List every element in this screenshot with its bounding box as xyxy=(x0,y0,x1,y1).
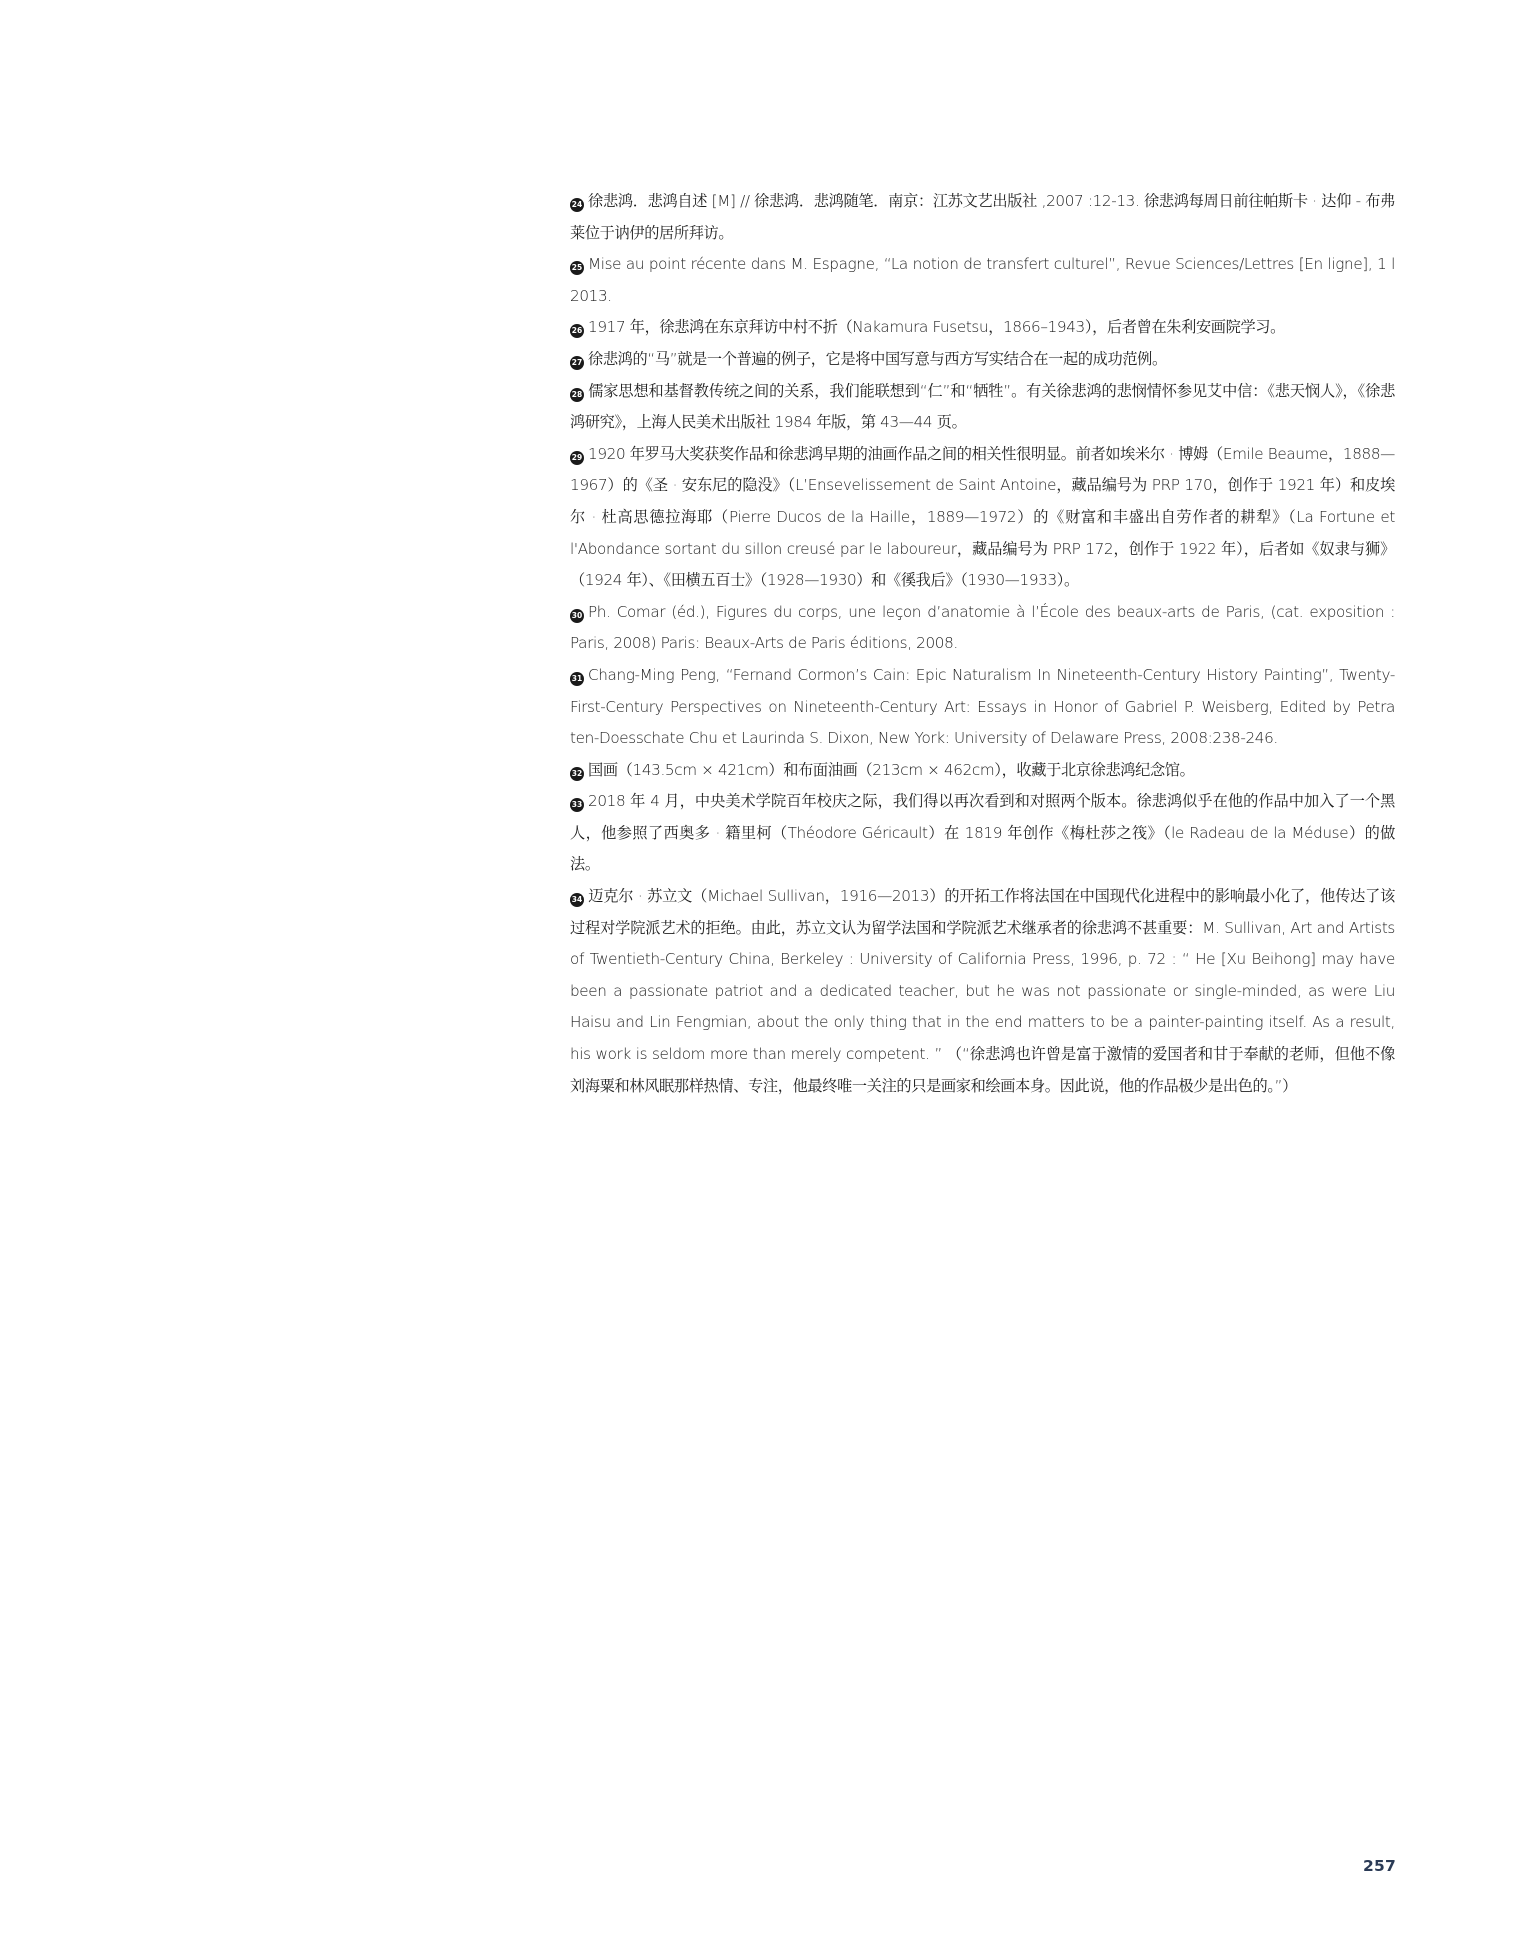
endnote-text: 1917 年，徐悲鸿在东京拜访中村不折（Nakamura Fusetsu，1866–1943），后者曾在朱利安画院学习。 xyxy=(588,318,1285,337)
note-number-badge: 26 xyxy=(570,324,584,338)
endnote xyxy=(570,755,1395,787)
endnote xyxy=(570,597,1395,660)
endnote-text: 儒家思想和基督教传统之间的关系，我们能联想到“仁”和“牺牲”。有关徐悲鸿的悲悯情怀参见艾中信：《悲天悯人》，《徐悲鸿研究》，上海人民美术出版社 1984 年版，第 43—44 页。 xyxy=(570,381,1395,432)
endnote-text: 2018 年 4 月，中央美术学院百年校庆之际，我们得以再次看到和对照两个版本。徐悲鸿似乎在他的作品中加入了一个黑人，他参照了西奥多 · 籍里柯（Théodore Géricault）在 1819 年创作《梅杜莎之筏》（le Radeau de la Méduse）的做法。 xyxy=(570,792,1395,874)
endnote xyxy=(570,376,1395,439)
note-number-badge: 25 xyxy=(570,261,584,275)
endnote xyxy=(570,439,1395,597)
note-number-badge: 29 xyxy=(570,451,584,465)
endnote xyxy=(570,786,1395,881)
endnote xyxy=(570,186,1395,249)
note-number-badge: 28 xyxy=(570,388,584,402)
endnote-text: 徐悲鸿．悲鸿自述 [M] // 徐悲鸿．悲鸿随笔．南京：江苏文艺出版社 ,2007 :12-13. 徐悲鸿每周日前往帕斯卡 · 达仰 - 布弗莱位于讷伊的居所拜访。 xyxy=(570,192,1395,242)
endnote xyxy=(570,249,1395,312)
note-number-badge: 33 xyxy=(570,798,584,812)
note-number-badge: 31 xyxy=(570,672,584,686)
endnote-text: 1920 年罗马大奖获奖作品和徐悲鸿早期的油画作品之间的相关性很明显。前者如埃米尔 · 博姆（Emile Beaume，1888—1967）的《圣 · 安东尼的隐没》（L’Ensevelissement de Saint Antoine，藏品编号为 PRP 170，创作于 1921 年）和皮埃尔 · 杜高思德拉海耶（Pierre Ducos de la Haille，1889—1972）的《财富和丰盛出自劳作者的耕犁》（La Fortune et l'Abondance sortant du sillon creusé par le laboureur，藏品编号为 PRP 172，创作于 1922 年），后者如《奴隶与狮》（1924 年）、《田横五百士》（1928—1930）和《徯我后》（1930—1933）。 xyxy=(570,444,1395,590)
endnote-text: 徐悲鸿的“马”就是一个普遍的例子，它是将中国写意与西方写实结合在一起的成功范例。 xyxy=(588,349,1167,368)
endnote-text: 国画（143.5cm × 421cm）和布面油画（213cm × 462cm），收藏于北京徐悲鸿纪念馆。 xyxy=(588,760,1195,779)
endnote-text: Ph. Comar (éd.), Figures du corps, une leçon d’anatomie à l’École des beaux-arts de Paris, (cat. exposition : Paris, 2008) Paris: Beaux-Arts de Paris éditions, 2008. xyxy=(570,602,1395,653)
note-number-badge: 32 xyxy=(570,767,584,781)
endnote xyxy=(570,344,1395,376)
endnote-text: 迈克尔 · 苏立文（Michael Sullivan，1916—2013）的开拓工作将法国在中国现代化进程中的影响最小化了，他传达了该过程对学院派艺术的拒绝。由此，苏立文认为留学法国和学院派艺术继承者的徐悲鸿不甚重要：M. Sullivan, Art and Artists of Twentieth-Century China, Berkeley : University of California Press, 1996, p. 72 : “ He [Xu Beihong] may have been a passionate patriot and a dedicated teacher, but he was not passionate or single-minded, as were Liu Haisu and Lin Fengmian, about the only thing that in the end matters to be a painter-painting itself. As a result, his work is seldom more than merely competent. ” （“徐悲鸿也许曾是富于激情的爱国者和甘于奉献的老师，但他不像刘海粟和林风眠那样热情、专注，他最终唯一关注的只是画家和绘画本身。因此说，他的作品极少是出色的。”） xyxy=(570,887,1395,1095)
endnote xyxy=(570,881,1395,1102)
endnote xyxy=(570,660,1395,755)
endnote xyxy=(570,312,1395,344)
endnote-text: Chang-Ming Peng, “Fernand Cormon’s Cain: Epic Naturalism In Nineteenth-Century History Painting”, Twenty-First-Century Perspectives on Nineteenth-Century Art: Essays in Honor of Gabriel P. Weisberg, Edited by Petra ten-Doesschate Chu et Laurinda S. Dixon, New York: University of Delaware Press, 2008:238-246. xyxy=(570,665,1395,748)
note-number-badge: 34 xyxy=(570,893,584,907)
note-number-badge: 27 xyxy=(570,356,584,370)
note-number-badge: 24 xyxy=(570,198,584,212)
endnote-text: Mise au point récente dans M. Espagne, “La notion de transfert culturel”, Revue Sciences/Lettres [En ligne], 1 l 2013. xyxy=(570,255,1395,305)
page-number: 257 xyxy=(1363,1857,1396,1875)
note-number-badge: 30 xyxy=(570,609,584,623)
endnotes-list xyxy=(570,186,1395,1102)
